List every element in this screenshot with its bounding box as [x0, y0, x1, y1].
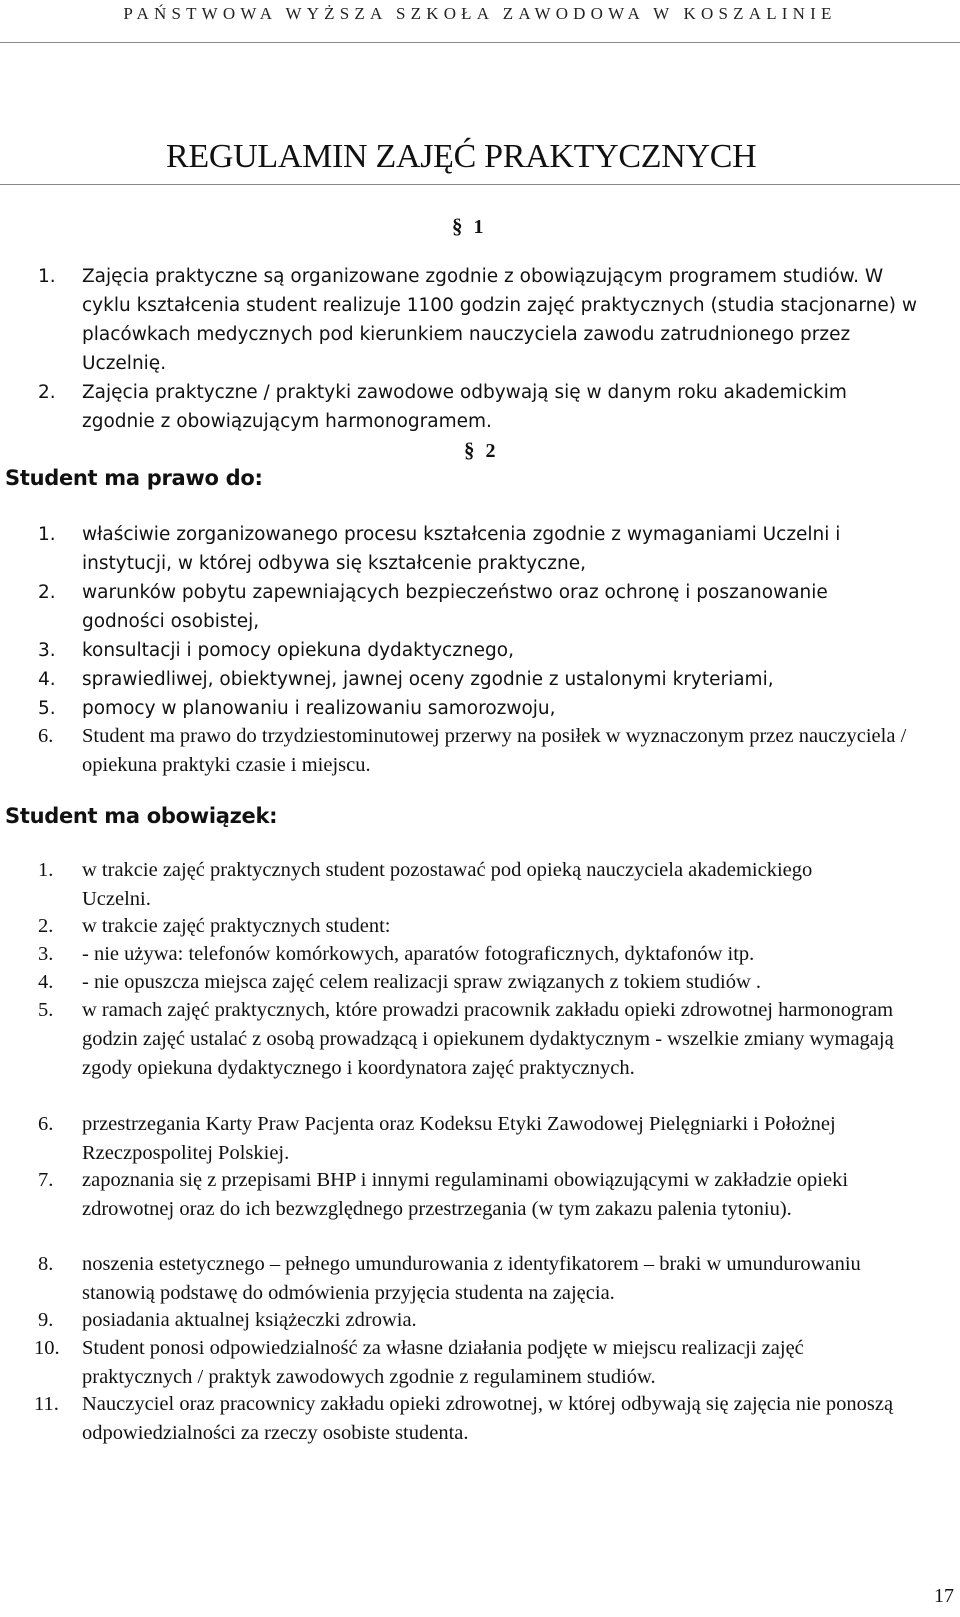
item-number: 3. [38, 640, 56, 661]
item-number: 8. [38, 1253, 54, 1275]
section-number: 2 [485, 440, 496, 462]
item-number: 5. [38, 698, 56, 719]
item-text: noszenia estetycznego – pełnego umundurowania z identyfikatorem – braki w umundurowaniu stanowią podstawę do odmówienia przyjęcia studenta na zajęcia. [82, 1253, 861, 1304]
item-text: w ramach zajęć praktycznych, które prowadzi pracownik zakładu opieki zdrowotnej harmonogram godzin zajęć ustalać z osobą prowadzącą i opiekunem dydaktycznym - wszelkie zmiany wymagają zgody opiekuna dydaktycznego i koordynatora zajęć praktycznych. [82, 999, 894, 1079]
page-header: PAŃSTWOWA WYŻSZA SZKOŁA ZAWODOWA W KOSZALINIE [123, 4, 837, 23]
item-number: 1. [38, 266, 56, 287]
item-number: 2. [38, 915, 54, 937]
item-text: - nie używa: telefonów komórkowych, aparatów fotograficznych, dyktafonów itp. [82, 943, 755, 965]
item-text: Student ponosi odpowiedzialność za własne działania podjęte w miejscu realizacji zajęć praktycznych / praktyk zawodowych zgodnie z regulaminem studiów. [82, 1337, 804, 1388]
duties-heading: Student ma obowiązek: [5, 804, 278, 828]
item-text: zapoznania się z przepisami BHP i innymi regulaminami obowiązującymi w zakładzie opieki zdrowotnej oraz do ich bezwzględnego przestrzegania (w tym zakazu palenia tytoniu). [82, 1169, 849, 1220]
item-text: Student ma prawo do trzydziestominutowej przerwy na posiłek w wyznaczonym przez nauczyciela / opiekuna praktyki czasie i miejscu. [82, 725, 907, 776]
item-number: 10. [34, 1337, 60, 1359]
item-text: Zajęcia praktyczne są organizowane zgodnie z obowiązującym programem studiów. W cyklu kształcenia student realizuje 1100 godzin zajęć praktycznych (studia stacjonarne) w placówkach medycznych pod kierunkiem nauczyciela zawodu zatrudnionego przez Uczelnię. [82, 266, 918, 374]
item-text: właściwie zorganizowanego procesu kształcenia zgodnie z wymaganiami Uczelni i instytucji, w której odbywa się kształcenie praktyczne, [82, 524, 841, 574]
item-number: 1. [38, 859, 54, 881]
item-text: - nie opuszcza miejsca zajęć celem realizacji spraw związanych z tokiem studiów . [82, 971, 762, 993]
item-text: sprawiedliwej, obiektywnej, jawnej oceny zgodnie z ustalonymi kryteriami, [82, 669, 774, 690]
header-rule [0, 42, 960, 43]
item-text: konsultacji i pomocy opiekuna dydaktycznego, [82, 640, 514, 661]
item-text: przestrzegania Karty Praw Pacjenta oraz Kodeksu Etyki Zawodowej Pielęgniarki i Położnej Rzeczpospolitej Polskiej. [82, 1113, 836, 1164]
page-number: 17 [934, 1585, 954, 1607]
item-number: 3. [38, 943, 54, 965]
item-text: w trakcie zajęć praktycznych student: [82, 915, 391, 937]
item-text: warunków pobytu zapewniających bezpieczeństwo oraz ochronę i poszanowanie godności osobistej, [82, 582, 828, 632]
item-number: 9. [38, 1309, 54, 1331]
item-number: 4. [38, 971, 54, 993]
item-number: 2. [38, 382, 56, 403]
rights-heading: Student ma prawo do: [5, 466, 263, 490]
item-number: 11. [34, 1393, 59, 1415]
item-text: w trakcie zajęć praktycznych student pozostawać pod opieką nauczyciela akademickiego Uczelni. [82, 859, 813, 910]
item-number: 1. [38, 524, 56, 545]
document-title: REGULAMIN ZAJĘĆ PRAKTYCZNYCH [166, 138, 757, 175]
item-number: 7. [38, 1169, 54, 1191]
item-number: 4. [38, 669, 56, 690]
title-rule [0, 184, 960, 185]
section-symbol: § [452, 214, 463, 238]
section-number: 1 [473, 216, 484, 238]
item-text: posiadania aktualnej książeczki zdrowia. [82, 1309, 417, 1331]
item-text: pomocy w planowaniu i realizowaniu samorozwoju, [82, 698, 556, 719]
item-number: 2. [38, 582, 56, 603]
item-number: 6. [38, 725, 54, 747]
item-text: Zajęcia praktyczne / praktyki zawodowe odbywają się w danym roku akademickim zgodnie z obowiązującym harmonogramem. [82, 382, 847, 432]
item-text: Nauczyciel oraz pracownicy zakładu opieki zdrowotnej, w której odbywają się zajęcia nie ponoszą odpowiedzialności za rzeczy osobiste studenta. [82, 1393, 894, 1444]
item-number: 6. [38, 1113, 54, 1135]
item-number: 5. [38, 999, 54, 1021]
section-2-marker [464, 438, 496, 463]
section-1-marker [452, 214, 484, 239]
section-symbol: § [464, 438, 475, 462]
